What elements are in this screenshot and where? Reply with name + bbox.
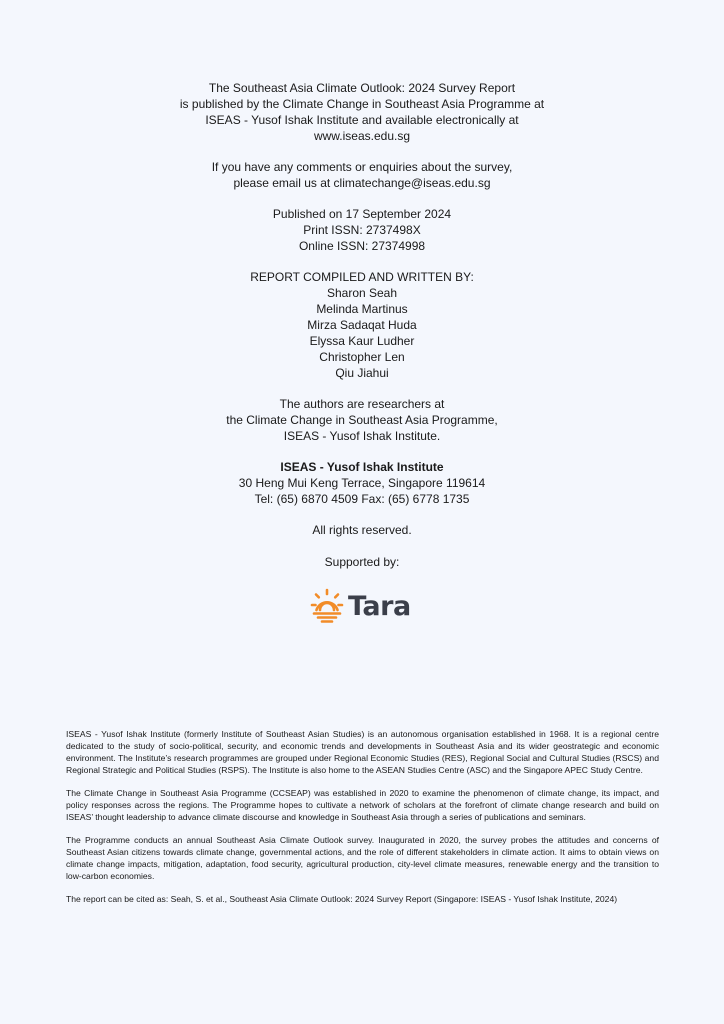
- rights-text: All rights reserved.: [312, 523, 412, 537]
- online-issn: Online ISSN: 27374998: [298, 239, 426, 253]
- intro-line-2: is published by the Climate Change in Southeast Asia Programme at: [179, 97, 545, 111]
- institute-phone-fax: Tel: (65) 6870 4509 Fax: (65) 6778 1735: [254, 492, 470, 506]
- footer-paragraph-iseas: ISEAS - Yusof Ishak Institute (formerly Institute of Southeast Asian Studies) is an autonomous organisation established in 1968. It is a regional centre dedicated to the study of socio-political, security, and economic trends and developments in Southeast Asia and its wider geostrategic and economic environment. The Institute’s research programmes are grouped under Regional Economic Studies (RES), Regional Social and Cultural Studies (RSCS) and Regional Strategic and Political Studies (RSPS). The Institute is also home to the ASEAN Studies Centre (ASC) and the Singapore APEC Study Centre.: [66, 729, 659, 775]
- print-issn: Print ISSN: 2737498X: [303, 223, 421, 237]
- contact-block: [0, 159, 724, 191]
- institute-address: 30 Heng Mui Keng Terrace, Singapore 119614: [238, 476, 486, 490]
- authors-heading: REPORT COMPILED AND WRITTEN BY:: [250, 270, 474, 284]
- intro-line-1: The Southeast Asia Climate Outlook: 2024 Survey Report: [208, 81, 516, 95]
- author-name: Sharon Seah: [326, 286, 398, 300]
- footer-paragraph-survey: The Programme conducts an annual Southeast Asia Climate Outlook survey. Inaugurated in 2020, the survey probes the attitudes and concerns of Southeast Asian citizens towards climate change, governmental actions, and the role of different stakeholders in climate action. It aims to obtain views on climate change impacts, mitigation, adaptation, food security, agricultural production, city-level climate measures, renewable energy and the transition to low-carbon economies.: [66, 835, 659, 881]
- researchers-block: [0, 396, 724, 444]
- intro-block: [0, 80, 724, 144]
- author-name: Mirza Sadaqat Huda: [307, 318, 417, 332]
- publication-date: Published on 17 September 2024: [272, 207, 452, 221]
- supported-by-block: [0, 554, 724, 570]
- rights-notice: [0, 522, 724, 538]
- authors-block: [0, 269, 724, 381]
- sponsor-logo: [310, 586, 411, 626]
- footer-paragraph-ccseap: The Climate Change in Southeast Asia Programme (CCSEAP) was established in 2020 to examine the phenomenon of climate change, its impact, and policy responses across the regions. The Programme hopes to cultivate a network of scholars at the forefront of climate change research and build on ISEAS’ thought leadership to advance climate discourse and knowledge in Southeast Asia through a series of publications and seminars.: [66, 788, 659, 822]
- intro-line-3: ISEAS - Yusof Ishak Institute and available electronically at: [205, 113, 519, 127]
- author-name: Melinda Martinus: [316, 302, 408, 316]
- footer-notes: [66, 728, 659, 916]
- researchers-line-1: The authors are researchers at: [279, 397, 445, 411]
- researchers-line-2: the Climate Change in Southeast Asia Programme,: [226, 413, 498, 427]
- sponsor-name: Tara: [348, 590, 411, 622]
- author-name: Elyssa Kaur Ludher: [309, 334, 415, 348]
- contact-line-1: If you have any comments or enquiries about the survey,: [211, 160, 513, 174]
- institute-block: [0, 459, 724, 507]
- institute-name: ISEAS - Yusof Ishak Institute: [280, 460, 444, 474]
- researchers-line-3: ISEAS - Yusof Ishak Institute.: [283, 429, 441, 443]
- sun-logo-icon: [310, 588, 344, 624]
- supported-by-label: Supported by:: [324, 555, 400, 569]
- author-name: Qiu Jiahui: [335, 366, 389, 380]
- publication-block: [0, 206, 724, 254]
- contact-email[interactable]: please email us at climatechange@iseas.edu.sg: [233, 176, 491, 190]
- footer-citation: The report can be cited as: Seah, S. et al., Southeast Asia Climate Outlook: 2024 Survey Report (Singapore: ISEAS - Yusof Ishak Institute, 2024): [66, 894, 618, 904]
- author-name: Christopher Len: [319, 350, 405, 364]
- website-link[interactable]: www.iseas.edu.sg: [313, 129, 411, 143]
